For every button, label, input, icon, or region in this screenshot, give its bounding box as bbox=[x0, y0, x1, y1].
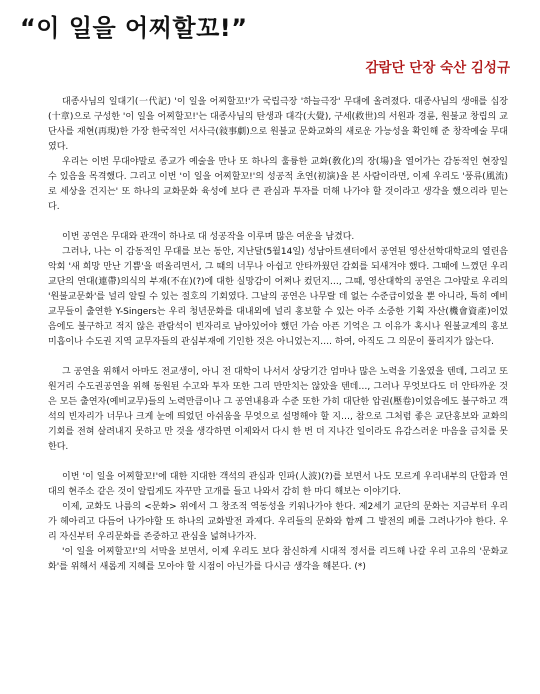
paragraph-5: 그 공연을 위해서 아마도 전교생이, 아니 전 대학이 나서서 상당기간 엄마나 많은 노력을 기울였을 텐데, 그리고 또 원거리 수도권공연을 위해 동원된 수고와 투자 또한 그리 만만치는 않았을 텐데…, 그러나 무엇보다도 더 안타까운 것은 모든 출연자(예비교무)들의 노력만큼이나 그 공연내용과 수준 또한 가히 대단한 압권(壓卷)이었음에도 불구하고 객석의 빈자리가 너무나 크게 눈에 띄었던 아쉬움을 무엇으로 설명해야 할 지…, 참으로 그처럼 좋은 교단홍보와 교화의 기회를 전혀 살려내지 못하고 만 것을 생각하면 이제와서 다시 한 번 더 지나간 일이라도 유감스러운 마음을 금치를 못한다. bbox=[48, 367, 508, 452]
paragraph-1: 대종사님의 일대기(一代記) '이 일을 어찌할꼬!'가 국립극장 '하늘극장' 무대에 올려졌다. 대종사님의 생애를 십장(十章)으로 구성한 '이 일을 어찌할꼬!'는 대종사님의 탄생과 대각(大覺), 구세(救世)의 서원과 경륜, 원불교 창립의 교단사를 재현(再現)한 가장 한국적인 서사극(敍事劇)으로 원불교 문화교화의 새로운 가능성을 확인해 준 창작예술 무대였다. bbox=[48, 97, 508, 152]
article-body bbox=[48, 95, 508, 575]
paragraph-6: 이번 '이 일을 어찌할꼬!'에 대한 지대한 객석의 관심과 인파(人波)(?)를 보면서 나도 모르게 우리내부의 단합과 연대의 현주소 같은 것이 알립게도 자꾸만 고개를 들고 나와서 감히 한 마디 해보는 이야기다. bbox=[48, 472, 508, 497]
article-title: “이 일을 어찌할꼬!” bbox=[20, 14, 248, 42]
paragraph-8: '이 일을 어찌할꼬!'의 서막을 보면서, 이제 우리도 보다 참신하게 시대적 정서를 리드해 나갈 우리 고유의 '문화교화'를 위해서 새롭게 지혜를 모아야 할 시점이 아닌가를 다시금 생각을 해본다. (*) bbox=[48, 547, 508, 572]
article-byline: 감람단 단장 숙산 김성규 bbox=[365, 60, 510, 76]
paragraph-2: 우리는 이번 무대야말로 종교가 예술을 만나 또 하나의 훌륭한 교화(敎化)의 장(場)을 열어가는 감동적인 현장일 수 있음을 목격했다. 그리고 이번 '이 일을 어찌할꼬!'의 성공적 초연(初演)을 본 사람이라면, 이제 우리도 '풍류(風流)로 세상을 건지는' 또 하나의 교화문화 육성에 보다 큰 관심과 투자를 더해 나가야 할 것이라고 생각을 했으리라 믿는다. bbox=[48, 157, 508, 212]
paragraph-4: 그러나, 나는 이 감동적인 무대를 보는 동안, 지난달(5월14일) 성남아트센터에서 공연된 영산선학대학교의 열린음악회 '새 희망 만난 기쁨'을 떠올리면서, 그 때의 너무나 아쉽고 안타까웠던 감회를 되새겨야 했다. 그때에 느꼈던 우리교단의 연대(連帶)의식의 부재(不在)(?)에 대한 실망감이 어쩌나 컸던지…, 그때, 영산대학의 공연은 그야말로 우리의 '원불교문화'를 널리 알릴 수 있는 절호의 기회였다. 그날의 공연은 나무랄 데 없는 수준급이었을 뿐 아니라, 특히 예비교무들이 출연한 Y-Singers는 우리 청년문화를 대내외에 널리 홍보할 수 있는 아주 소중한 기획 자산(機會資產)이었음에도 불구하고 적지 않은 관람석이 빈자리로 남아있어야 했던 가슴 아픈 기억은 그 이유가 혹시나 원불교계의 홍보미흡이나 수도권 지역 교무자들의 관심부재에 기인한 것은 아니었는지…. 하여, 아직도 그 의문이 풀리지가 않는다. bbox=[48, 247, 508, 347]
paragraph-7: 이제, 교화도 나름의 <문화> 위에서 그 창조적 역동성을 키워나가야 한다. 제2세기 교단의 문화는 지금부터 우리가 헤아리고 다듬어 나가야할 또 하나의 교화발전 과제다. 우리들의 문화와 함께 그 발전의 폐를 그려나가야 한다. 우리 자신부터 우리문화를 존중하고 관심을 넓혀나가자. bbox=[48, 502, 508, 542]
paragraph-3: 이번 공연은 무대와 관객이 하나로 대 성공작을 이루며 많은 여운을 남겼다. bbox=[62, 232, 355, 242]
